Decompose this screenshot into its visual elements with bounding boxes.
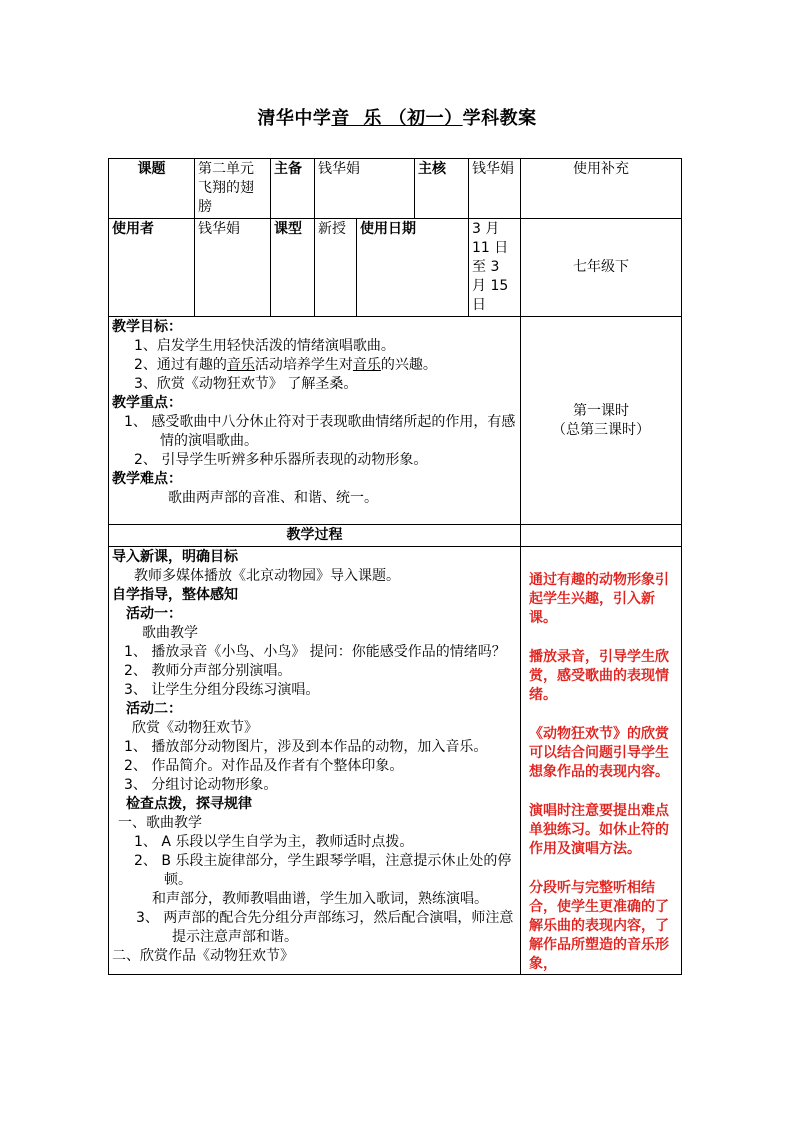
section-heading: 一、歌曲教学 [118, 815, 202, 831]
user-label: 使用者 [109, 219, 195, 317]
grade-value: 七年级下 [521, 219, 682, 317]
self-study-heading: 自学指导，整体感知 [112, 587, 238, 603]
check-value: 钱华娟 [469, 159, 521, 219]
teaching-note: 《动物狂欢节》的欣赏可以结合问题引导学生想象作品的表现内容。 [529, 726, 669, 780]
intro-text: 教师多媒体播放《北京动物园》导入课题。 [134, 568, 400, 584]
process-heading: 教学过程 [109, 525, 521, 547]
section-item: 2、 B 乐段主旋律部分，学生跟琴学唱，注意提示休止处的停顿。 [134, 853, 512, 888]
type-label: 课型 [271, 219, 315, 317]
lesson-label: 课题 [109, 159, 195, 219]
teaching-note: 演唱时注意要提出难点单独练习。如休止符的作用及演唱方法。 [529, 803, 669, 857]
date-value: 3 月 11 日至 3 月 15 日 [469, 219, 521, 317]
lesson-plan-table [108, 158, 682, 975]
section-item: 3、 两声部的配合先分组分声部练习，然后配合演唱，师注意提示注意声部和谐。 [136, 910, 514, 945]
period-line: 第一课时 [573, 402, 629, 419]
goal-text: 2、通过有趣的 [134, 357, 227, 373]
process-heading-side [521, 525, 682, 547]
goal-item: 3、欣赏《动物狂欢节》 了解圣桑。 [134, 376, 358, 392]
activity-one-heading: 活动一： [126, 606, 182, 622]
goal-text: 的兴趣。 [380, 357, 437, 373]
activity-item: 3、 让学生分组分段练习演唱。 [124, 682, 320, 698]
activity-two-heading: 活动二： [126, 701, 182, 717]
section-item: 1、 A 乐段以学生自学为主，教师适时点拨。 [134, 834, 414, 850]
music-link[interactable]: 音乐 [352, 357, 381, 373]
difficulty-item: 歌曲两声部的音准、和谐、统一。 [168, 490, 378, 506]
check-guidance-heading: 检查点拨，探寻规律 [126, 796, 252, 812]
activity-item: 2、 教师分声部分别演唱。 [124, 663, 292, 679]
key-heading: 教学重点： [112, 395, 182, 411]
lesson-value: 第二单元 飞翔的翅膀 [195, 159, 271, 219]
difficulty-heading: 教学难点： [112, 471, 182, 487]
activity-item: 1、 播放录音《小鸟、小鸟》 提问：你能感受作品的情绪吗？ [124, 644, 506, 660]
teaching-note: 分段听与完整听相结合，使学生更准确的了解乐曲的表现内容，了解作品所塑造的音乐形象， [529, 880, 669, 972]
section-heading: 二、欣赏作品《动物狂欢节》 [112, 948, 294, 964]
page-title [0, 104, 794, 130]
title-suffix: 学科教案 [462, 108, 537, 129]
key-item: 1、 感受歌曲中八分休止符对于表现歌曲情绪所起的作用，有感情的演唱歌曲。 [124, 414, 516, 449]
teaching-note: 播放录音，引导学生欣赏，感受歌曲的表现情绪。 [529, 649, 669, 703]
goal-item [112, 356, 517, 375]
period-cell [521, 317, 682, 525]
goal-text: 活动培养学生对 [254, 357, 353, 373]
notes-cell [521, 547, 682, 975]
date-label: 使用日期 [357, 219, 469, 317]
intro-heading: 导入新课，明确目标 [112, 549, 238, 565]
goals-cell [109, 317, 521, 525]
process-cell [109, 547, 521, 975]
activity-item: 2、 作品简介。对作品及作者有个整体印象。 [124, 758, 404, 774]
music-link[interactable]: 音乐 [226, 357, 255, 373]
subject-name: 音 乐 （初一） [331, 108, 463, 129]
period-total: （总第三课时） [552, 421, 650, 438]
lead-label: 主备 [271, 159, 315, 219]
activity-one-subtitle: 歌曲教学 [142, 625, 198, 641]
activity-item: 3、 分组讨论动物形象。 [124, 777, 278, 793]
lead-value: 钱华娟 [315, 159, 415, 219]
activity-two-subtitle: 欣赏《动物狂欢节》 [132, 720, 258, 736]
section-item: 和声部分，教师教唱曲谱，学生加入歌词，熟练演唱。 [152, 891, 488, 907]
goal-item: 1、启发学生用轻快活泼的情绪演唱歌曲。 [134, 338, 395, 354]
supplement-label: 使用补充 [521, 159, 682, 219]
user-value: 钱华娟 [195, 219, 271, 317]
key-item: 2、 引导学生听辨多种乐器所表现的动物形象。 [134, 452, 428, 468]
goals-heading: 教学目标： [112, 319, 182, 335]
type-value: 新授 [315, 219, 357, 317]
check-label: 主核 [415, 159, 469, 219]
school-name: 清华中学 [257, 108, 332, 129]
activity-item: 1、 播放部分动物图片，涉及到本作品的动物，加入音乐。 [124, 739, 488, 755]
teaching-note: 通过有趣的动物形象引起学生兴趣，引入新课。 [529, 572, 669, 626]
